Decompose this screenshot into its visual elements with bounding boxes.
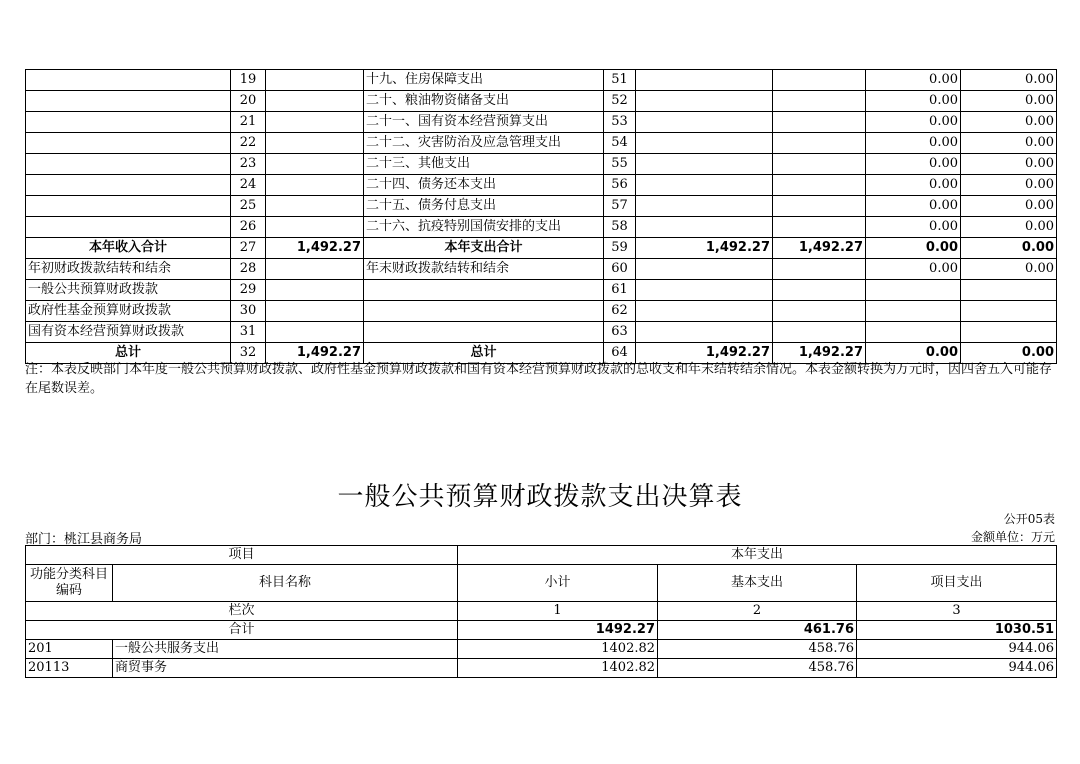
income-item <box>26 154 231 175</box>
table-row <box>26 659 1057 678</box>
total-basic: 461.76 <box>658 621 857 640</box>
fund-budget-amount: 0.00 <box>866 133 961 154</box>
fund-budget-amount: 0.00 <box>866 175 961 196</box>
expenditure-total <box>636 322 773 343</box>
table-row <box>26 259 1057 280</box>
income-item <box>26 133 231 154</box>
income-amount <box>266 154 364 175</box>
header-current-expenditure: 本年支出 <box>458 546 1057 565</box>
expenditure-row-number: 53 <box>604 112 636 133</box>
table-row <box>26 175 1057 196</box>
expenditure-item: 二十、粮油物资储备支出 <box>364 91 604 112</box>
income-row-number: 25 <box>231 196 266 217</box>
expenditure-item: 二十三、其他支出 <box>364 154 604 175</box>
state-capital-amount: 0.00 <box>961 217 1057 238</box>
fund-budget-amount <box>866 301 961 322</box>
income-row-number: 21 <box>231 112 266 133</box>
header-row-2 <box>26 565 1057 602</box>
table-row <box>26 238 1057 259</box>
state-capital-amount: 0.00 <box>961 259 1057 280</box>
table-row <box>26 322 1057 343</box>
expenditure-total <box>636 217 773 238</box>
income-amount <box>266 259 364 280</box>
subtotal-value: 1402.82 <box>458 659 658 678</box>
expenditure-item: 十九、住房保障支出 <box>364 70 604 91</box>
total-label: 合计 <box>26 621 458 640</box>
general-budget-amount: 1,492.27 <box>773 238 866 259</box>
expenditure-row-number: 55 <box>604 154 636 175</box>
income-item <box>26 112 231 133</box>
income-item: 国有资本经营预算财政拨款 <box>26 322 231 343</box>
expenditure-total: 1,492.27 <box>636 343 773 364</box>
expenditure-row-number: 61 <box>604 280 636 301</box>
expenditure-total <box>636 259 773 280</box>
column-label: 栏次 <box>26 602 458 621</box>
expenditure-item: 二十四、债务还本支出 <box>364 175 604 196</box>
expenditure-item: 二十一、国有资本经营预算支出 <box>364 112 604 133</box>
expenditure-row-number: 60 <box>604 259 636 280</box>
expenditure-total <box>636 133 773 154</box>
general-budget-amount <box>773 133 866 154</box>
income-item <box>26 91 231 112</box>
state-capital-amount: 0.00 <box>961 238 1057 259</box>
income-row-number: 23 <box>231 154 266 175</box>
income-amount: 1,492.27 <box>266 343 364 364</box>
revenue-expenditure-table <box>25 69 1057 364</box>
table-row <box>26 133 1057 154</box>
expenditure-item: 总计 <box>364 343 604 364</box>
expenditure-total <box>636 70 773 91</box>
header-basic: 基本支出 <box>658 565 857 602</box>
general-budget-amount <box>773 259 866 280</box>
table-row <box>26 91 1057 112</box>
income-amount <box>266 322 364 343</box>
table-row <box>26 196 1057 217</box>
table-row <box>26 154 1057 175</box>
column-number-1: 1 <box>458 602 658 621</box>
table-row <box>26 280 1057 301</box>
expenditure-row-number: 57 <box>604 196 636 217</box>
income-amount <box>266 217 364 238</box>
expenditure-table <box>25 545 1057 678</box>
income-item <box>26 175 231 196</box>
department-label: 部门：桃江县商务局 <box>25 532 143 547</box>
basic-value: 458.76 <box>658 659 857 678</box>
fund-budget-amount <box>866 322 961 343</box>
basic-value: 458.76 <box>658 640 857 659</box>
state-capital-amount: 0.00 <box>961 343 1057 364</box>
fund-budget-amount <box>866 280 961 301</box>
state-capital-amount: 0.00 <box>961 196 1057 217</box>
page-title: 一般公共预算财政拨款支出决算表 <box>337 482 743 512</box>
table-row <box>26 640 1057 659</box>
expenditure-item: 二十五、债务付息支出 <box>364 196 604 217</box>
general-budget-amount <box>773 154 866 175</box>
expenditure-row-number: 52 <box>604 91 636 112</box>
income-item: 政府性基金预算财政拨款 <box>26 301 231 322</box>
income-amount <box>266 175 364 196</box>
income-row-number: 24 <box>231 175 266 196</box>
income-amount <box>266 301 364 322</box>
header-row-1 <box>26 546 1057 565</box>
expenditure-total <box>636 301 773 322</box>
expenditure-row-number: 56 <box>604 175 636 196</box>
subject-name: 一般公共服务支出 <box>113 640 458 659</box>
general-budget-amount <box>773 217 866 238</box>
header-item: 项目 <box>26 546 458 565</box>
state-capital-amount: 0.00 <box>961 133 1057 154</box>
expenditure-item: 二十六、抗疫特别国债安排的支出 <box>364 217 604 238</box>
income-row-number: 26 <box>231 217 266 238</box>
income-row-number: 31 <box>231 322 266 343</box>
column-number-2: 2 <box>658 602 857 621</box>
total-subtotal: 1492.27 <box>458 621 658 640</box>
subtotal-value: 1402.82 <box>458 640 658 659</box>
expenditure-row-number: 58 <box>604 217 636 238</box>
fund-budget-amount: 0.00 <box>866 196 961 217</box>
expenditure-item: 年末财政拨款结转和结余 <box>364 259 604 280</box>
state-capital-amount: 0.00 <box>961 175 1057 196</box>
income-item: 总计 <box>26 343 231 364</box>
general-budget-amount <box>773 322 866 343</box>
income-item: 一般公共预算财政拨款 <box>26 280 231 301</box>
state-capital-amount: 0.00 <box>961 70 1057 91</box>
project-value: 944.06 <box>857 659 1057 678</box>
expenditure-item: 二十二、灾害防治及应急管理支出 <box>364 133 604 154</box>
expenditure-row-number: 51 <box>604 70 636 91</box>
function-code: 201 <box>26 640 113 659</box>
income-amount <box>266 133 364 154</box>
header-project: 项目支出 <box>857 565 1057 602</box>
fund-budget-amount: 0.00 <box>866 70 961 91</box>
expenditure-row-number: 63 <box>604 322 636 343</box>
table-note: 注：本表反映部门本年度一般公共预算财政拨款、政府性基金预算财政拨款和国有资本经营预算财政拨款的总收支和年末结转结余情况。本表金额转换为万元时，因四舍五入可能存在尾数误差。 <box>25 362 1053 396</box>
function-code: 20113 <box>26 659 113 678</box>
expenditure-row-number: 64 <box>604 343 636 364</box>
income-row-number: 30 <box>231 301 266 322</box>
general-budget-amount <box>773 112 866 133</box>
fund-budget-amount: 0.00 <box>866 238 961 259</box>
table-row <box>26 217 1057 238</box>
header-subtotal: 小计 <box>458 565 658 602</box>
column-number-3: 3 <box>857 602 1057 621</box>
state-capital-amount <box>961 322 1057 343</box>
general-budget-amount: 1,492.27 <box>773 343 866 364</box>
fund-budget-amount: 0.00 <box>866 343 961 364</box>
income-row-number: 28 <box>231 259 266 280</box>
income-row-number: 19 <box>231 70 266 91</box>
expenditure-item <box>364 322 604 343</box>
table-row <box>26 301 1057 322</box>
expenditure-total <box>636 154 773 175</box>
state-capital-amount: 0.00 <box>961 91 1057 112</box>
form-code: 公开05表 <box>1003 512 1055 526</box>
total-project: 1030.51 <box>857 621 1057 640</box>
income-item: 年初财政拨款结转和结余 <box>26 259 231 280</box>
expenditure-total <box>636 112 773 133</box>
state-capital-amount: 0.00 <box>961 112 1057 133</box>
state-capital-amount <box>961 280 1057 301</box>
expenditure-total: 1,492.27 <box>636 238 773 259</box>
general-budget-amount <box>773 70 866 91</box>
income-row-number: 29 <box>231 280 266 301</box>
income-amount <box>266 196 364 217</box>
expenditure-row-number: 54 <box>604 133 636 154</box>
project-value: 944.06 <box>857 640 1057 659</box>
header-subject-name: 科目名称 <box>113 565 458 602</box>
income-row-number: 22 <box>231 133 266 154</box>
general-budget-amount <box>773 91 866 112</box>
amount-unit-label: 金额单位：万元 <box>970 530 1055 544</box>
income-item <box>26 217 231 238</box>
income-amount <box>266 112 364 133</box>
expenditure-total <box>636 196 773 217</box>
fund-budget-amount: 0.00 <box>866 112 961 133</box>
state-capital-amount: 0.00 <box>961 154 1057 175</box>
income-amount <box>266 70 364 91</box>
expenditure-row-number: 62 <box>604 301 636 322</box>
income-item: 本年收入合计 <box>26 238 231 259</box>
income-row-number: 32 <box>231 343 266 364</box>
income-row-number: 20 <box>231 91 266 112</box>
subject-name: 商贸事务 <box>113 659 458 678</box>
expenditure-item: 本年支出合计 <box>364 238 604 259</box>
general-budget-amount <box>773 196 866 217</box>
fund-budget-amount: 0.00 <box>866 154 961 175</box>
total-row <box>26 621 1057 640</box>
expenditure-item <box>364 280 604 301</box>
expenditure-item <box>364 301 604 322</box>
expenditure-total <box>636 280 773 301</box>
income-amount <box>266 91 364 112</box>
fund-budget-amount: 0.00 <box>866 259 961 280</box>
table-row <box>26 112 1057 133</box>
income-item <box>26 70 231 91</box>
header-function-code: 功能分类科目编码 <box>26 565 113 602</box>
general-budget-amount <box>773 175 866 196</box>
fund-budget-amount: 0.00 <box>866 91 961 112</box>
state-capital-amount <box>961 301 1057 322</box>
income-amount <box>266 280 364 301</box>
column-number-row <box>26 602 1057 621</box>
table-row <box>26 70 1057 91</box>
expenditure-total <box>636 175 773 196</box>
general-budget-amount <box>773 280 866 301</box>
fund-budget-amount: 0.00 <box>866 217 961 238</box>
expenditure-row-number: 59 <box>604 238 636 259</box>
expenditure-total <box>636 91 773 112</box>
income-amount: 1,492.27 <box>266 238 364 259</box>
general-budget-amount <box>773 301 866 322</box>
income-item <box>26 196 231 217</box>
income-row-number: 27 <box>231 238 266 259</box>
